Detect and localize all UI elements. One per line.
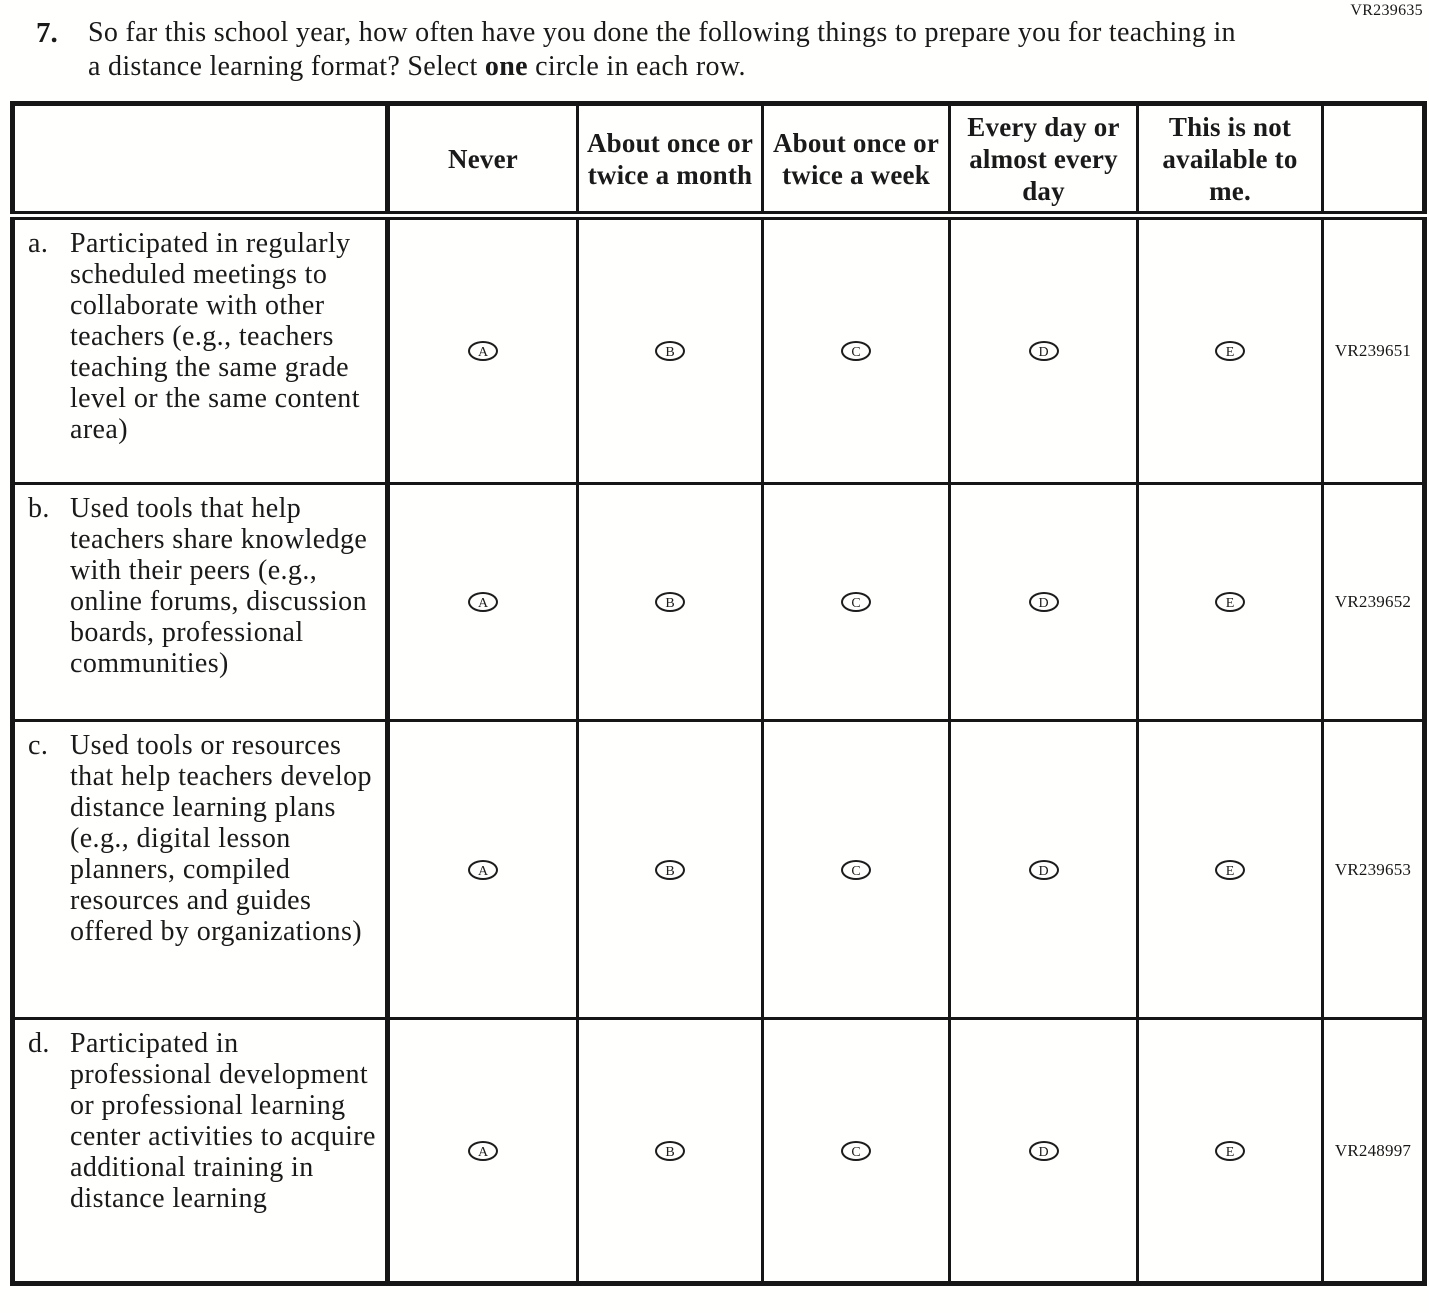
item-cell-c [13,721,388,1019]
header-every-day: Every day or almost every day [950,104,1138,216]
option-bubble-d-month[interactable]: B [655,1141,685,1161]
question-text-part1: So far this school year, how often have you done the following things to prepare you for teaching in a distance learning format? Select [88,17,1236,82]
option-cell-month [578,484,763,721]
row-letter: b. [28,493,50,524]
option-bubble-c-week[interactable]: C [841,860,871,880]
question-text [88,16,1253,84]
question-text-bold: one [484,51,528,82]
table-row-c [13,721,1425,1019]
item-cell-d [13,1019,388,1284]
row-code: VR248997 [1323,1019,1425,1284]
row-text: Participated in professional development or professional learning center activities to acquire additional training in distance learning [70,1028,376,1214]
option-cell-month [578,1019,763,1284]
item-cell-b [13,484,388,721]
option-bubble-c-na[interactable]: E [1215,860,1245,880]
option-cell-never [388,484,578,721]
option-cell-na [1138,484,1323,721]
option-cell-daily [950,721,1138,1019]
header-item-empty [13,104,388,216]
option-bubble-b-never[interactable]: A [468,592,498,612]
option-bubble-b-na[interactable]: E [1215,592,1245,612]
row-text: Used tools that help teachers share knowledge with their peers (e.g., online forums, discussion boards, professional communities) [70,493,368,679]
option-cell-never [388,1019,578,1284]
table-row-a [13,216,1425,484]
question-text-part2: circle in each row. [527,51,746,82]
option-cell-month [578,721,763,1019]
item-cell-a [13,216,388,484]
question-block [36,16,1429,84]
option-bubble-b-month[interactable]: B [655,592,685,612]
row-code: VR239651 [1323,216,1425,484]
table-row-b [13,484,1425,721]
option-cell-week [763,721,950,1019]
row-letter: c. [28,730,49,761]
table-row-d [13,1019,1425,1284]
option-cell-na [1138,721,1323,1019]
option-bubble-c-daily[interactable]: D [1029,860,1059,880]
option-cell-never [388,721,578,1019]
option-bubble-a-daily[interactable]: D [1029,341,1059,361]
option-cell-never [388,216,578,484]
option-bubble-b-daily[interactable]: D [1029,592,1059,612]
option-cell-na [1138,1019,1323,1284]
option-bubble-d-na[interactable]: E [1215,1141,1245,1161]
header-not-available: This is not available to me. [1138,104,1323,216]
row-text: Participated in regularly scheduled meetings to collaborate with other teachers (e.g., teachers teaching the same grade level or the same content area) [70,228,360,445]
option-bubble-d-daily[interactable]: D [1029,1141,1059,1161]
option-bubble-d-never[interactable]: A [468,1141,498,1161]
header-code-empty [1323,104,1425,216]
question-number: 7. [36,17,58,49]
form-code-top: VR239635 [1350,2,1423,19]
option-bubble-d-week[interactable]: C [841,1141,871,1161]
row-code: VR239653 [1323,721,1425,1019]
row-text: Used tools or resources that help teachers develop distance learning plans (e.g., digital lesson planners, compiled resources and guides offered by organizations) [70,730,372,947]
option-bubble-a-month[interactable]: B [655,341,685,361]
option-cell-na [1138,216,1323,484]
option-bubble-c-never[interactable]: A [468,860,498,880]
row-code: VR239652 [1323,484,1425,721]
option-cell-week [763,1019,950,1284]
option-cell-week [763,216,950,484]
response-table [10,101,1427,1286]
option-bubble-a-week[interactable]: C [841,341,871,361]
row-letter: a. [28,228,49,259]
option-cell-month [578,216,763,484]
option-bubble-b-week[interactable]: C [841,592,871,612]
row-letter: d. [28,1028,50,1059]
option-bubble-a-na[interactable]: E [1215,341,1245,361]
option-cell-daily [950,216,1138,484]
header-never: Never [388,104,578,216]
header-row [13,104,1425,216]
option-bubble-c-month[interactable]: B [655,860,685,880]
header-once-twice-week: About once or twice a week [763,104,950,216]
option-cell-daily [950,1019,1138,1284]
option-cell-week [763,484,950,721]
header-once-twice-month: About once or twice a month [578,104,763,216]
option-cell-daily [950,484,1138,721]
option-bubble-a-never[interactable]: A [468,341,498,361]
